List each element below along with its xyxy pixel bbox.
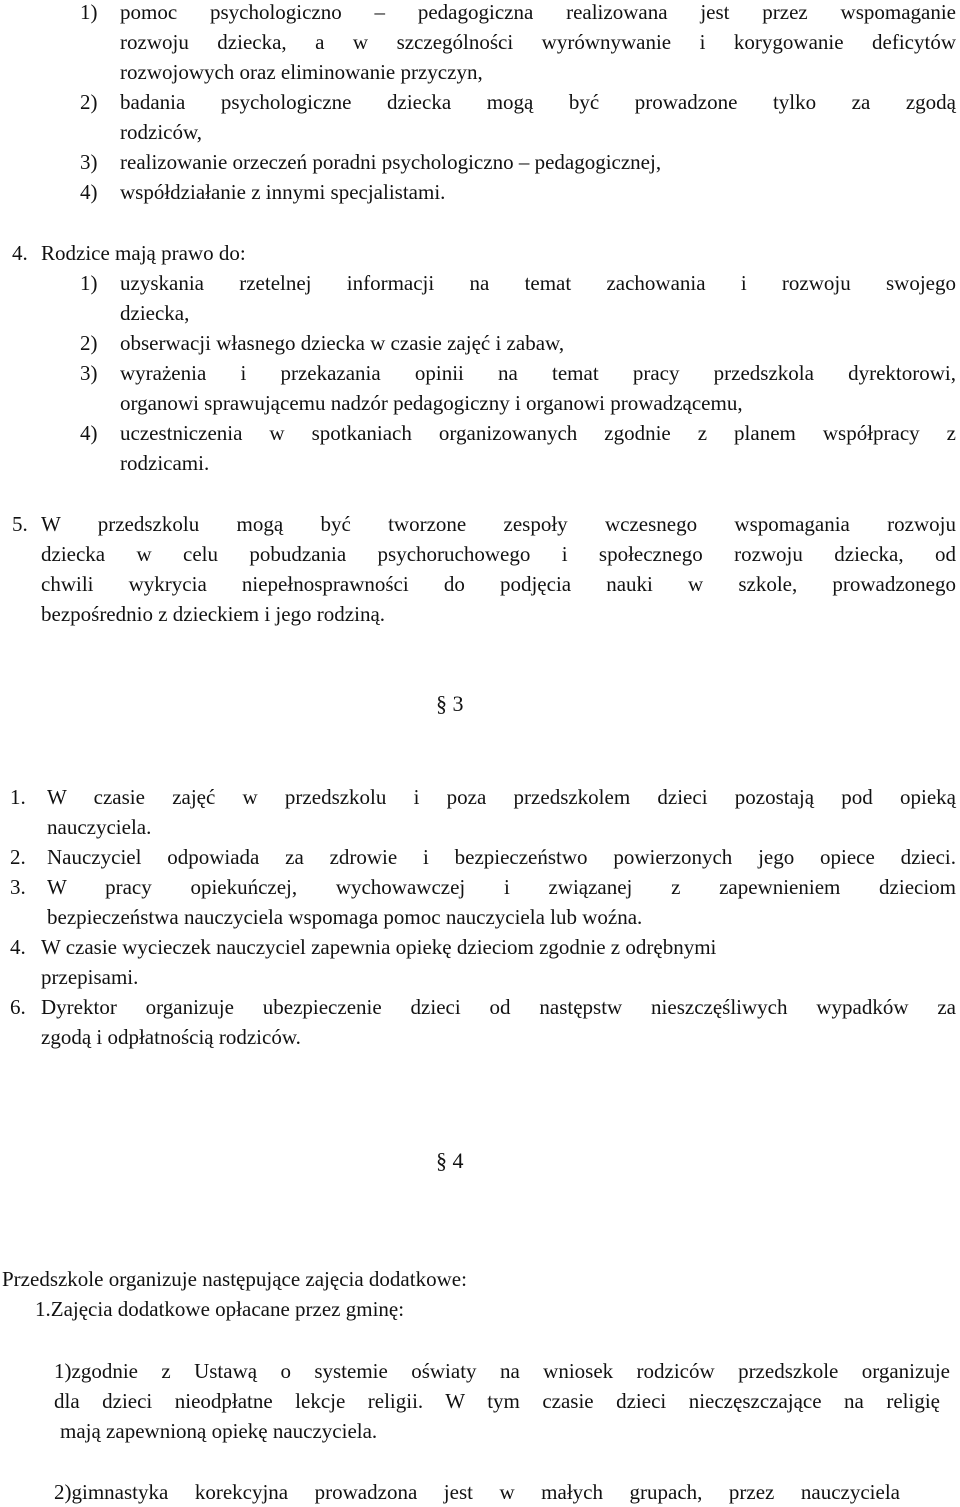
section-4-p1-line3: mają zapewnioną opiekę nauczyciela. [60,1419,378,1443]
section-3-item6-line1: Dyrektor organizuje ubezpieczenie dzieci od następstw nieszczęśliwych wypadków za [41,995,956,1019]
section-4-p2-line1: 2)gimnastyka korekcyjna prowadzona jest w małych grupach, przez nauczyciela [54,1480,900,1504]
section-3-item1-line1: W czasie zajęć w przedszkolu i poza przedszkolem dzieci pozostają pod opieką [47,785,956,809]
section-3-item4-line2: przepisami. [41,965,139,989]
section-3-item2-num: 2. [10,845,26,869]
section-3-item1-line2: nauczyciela. [47,815,152,839]
point-4-item3-num: 3) [80,361,98,385]
point-4-item1-line1: uzyskania rzetelnej informacji na temat zachowania i rozwoju swojego [120,271,956,295]
point-4-item1-line2: dziecka, [120,301,190,325]
point-4-item4-line1: uczestniczenia w spotkaniach organizowanych zgodnie z planem współpracy z [120,421,956,445]
point-4-item2-num: 2) [80,331,98,355]
point-5-line3: chwili wykrycia niepełnosprawności do podjęcia nauki w szkole, prowadzonego [41,572,956,596]
list-a-item3-num: 3) [80,150,98,174]
section-3-item1-num: 1. [10,785,26,809]
point-5-line1: W przedszkolu mogą być tworzone zespoły wczesnego wspomagania rozwoju [41,512,956,536]
point-5-num: 5. [12,512,28,536]
list-a-item1-line3: rozwojowych oraz eliminowanie przyczyn, [120,60,483,84]
point-4-item3-line1: wyrażenia i przekazania opinii na temat pracy przedszkola dyrektorowi, [120,361,956,385]
point-4-item3-line2: organowi sprawującemu nadzór pedagogiczny i organowi prowadzącemu, [120,391,743,415]
list-a-item2-line1: badania psychologiczne dziecka mogą być prowadzone tylko za zgodą [120,90,956,114]
list-a-item1-line1: pomoc psychologiczno – pedagogiczna realizowana jest przez wspomaganie [120,0,956,24]
list-a-item1-line2: rozwoju dziecka, a w szczególności wyrównywanie i korygowanie deficytów [120,30,956,54]
point-4-item4-num: 4) [80,421,98,445]
list-a-item2-line2: rodziców, [120,120,203,144]
list-a-item2-num: 2) [80,90,98,114]
point-5-line2: dziecka w celu pobudzania psychoruchowego i społecznego rozwoju dziecka, od [41,542,956,566]
list-a-item4-line1: współdziałanie z innymi specjalistami. [120,180,446,204]
point-4-heading: Rodzice mają prawo do: [41,241,246,265]
section-3-item3-num: 3. [10,875,26,899]
section-3-title: § 3 [436,691,464,716]
point-4-num: 4. [12,241,28,265]
section-3-item3-line2: bezpieczeństwa nauczyciela wspomaga pomoc nauczyciela lub woźna. [47,905,643,929]
section-4-title: § 4 [436,1148,464,1173]
section-4-sub1: 1.Zajęcia dodatkowe opłacane przez gminę: [35,1297,405,1321]
section-3-item6-num: 6. [10,995,26,1019]
point-5-line4: bezpośrednio z dzieckiem i jego rodziną. [41,602,386,626]
section-3-item6-line2: zgodą i odpłatnością rodziców. [41,1025,301,1049]
point-4-item2-line1: obserwacji własnego dziecka w czasie zajęć i zabaw, [120,331,565,355]
section-4-p1-line1: 1)zgodnie z Ustawą o systemie oświaty na wniosek rodziców przedszkole organizuje [54,1359,950,1383]
section-4-p1-line2: dla dzieci nieodpłatne lekcje religii. W tym czasie dzieci nieczęszczające na religię [54,1389,940,1413]
section-3-item2-line1: Nauczyciel odpowiada za zdrowie i bezpieczeństwo powierzonych jego opiece dzieci. [47,845,956,869]
section-4-intro: Przedszkole organizuje następujące zajęcia dodatkowe: [2,1267,467,1291]
section-3-item4-num: 4. [10,935,26,959]
section-3-item3-line1: W pracy opiekuńczej, wychowawczej i związanej z zapewnieniem dzieciom [47,875,956,899]
list-a-item3-line1: realizowanie orzeczeń poradni psychologiczno – pedagogicznej, [120,150,662,174]
list-a-item4-num: 4) [80,180,98,204]
section-3-item4-line1: W czasie wycieczek nauczyciel zapewnia opiekę dzieciom zgodnie z odrębnymi [41,935,717,959]
list-a-item1-num: 1) [80,0,98,24]
point-4-item4-line2: rodzicami. [120,451,210,475]
point-4-item1-num: 1) [80,271,98,295]
